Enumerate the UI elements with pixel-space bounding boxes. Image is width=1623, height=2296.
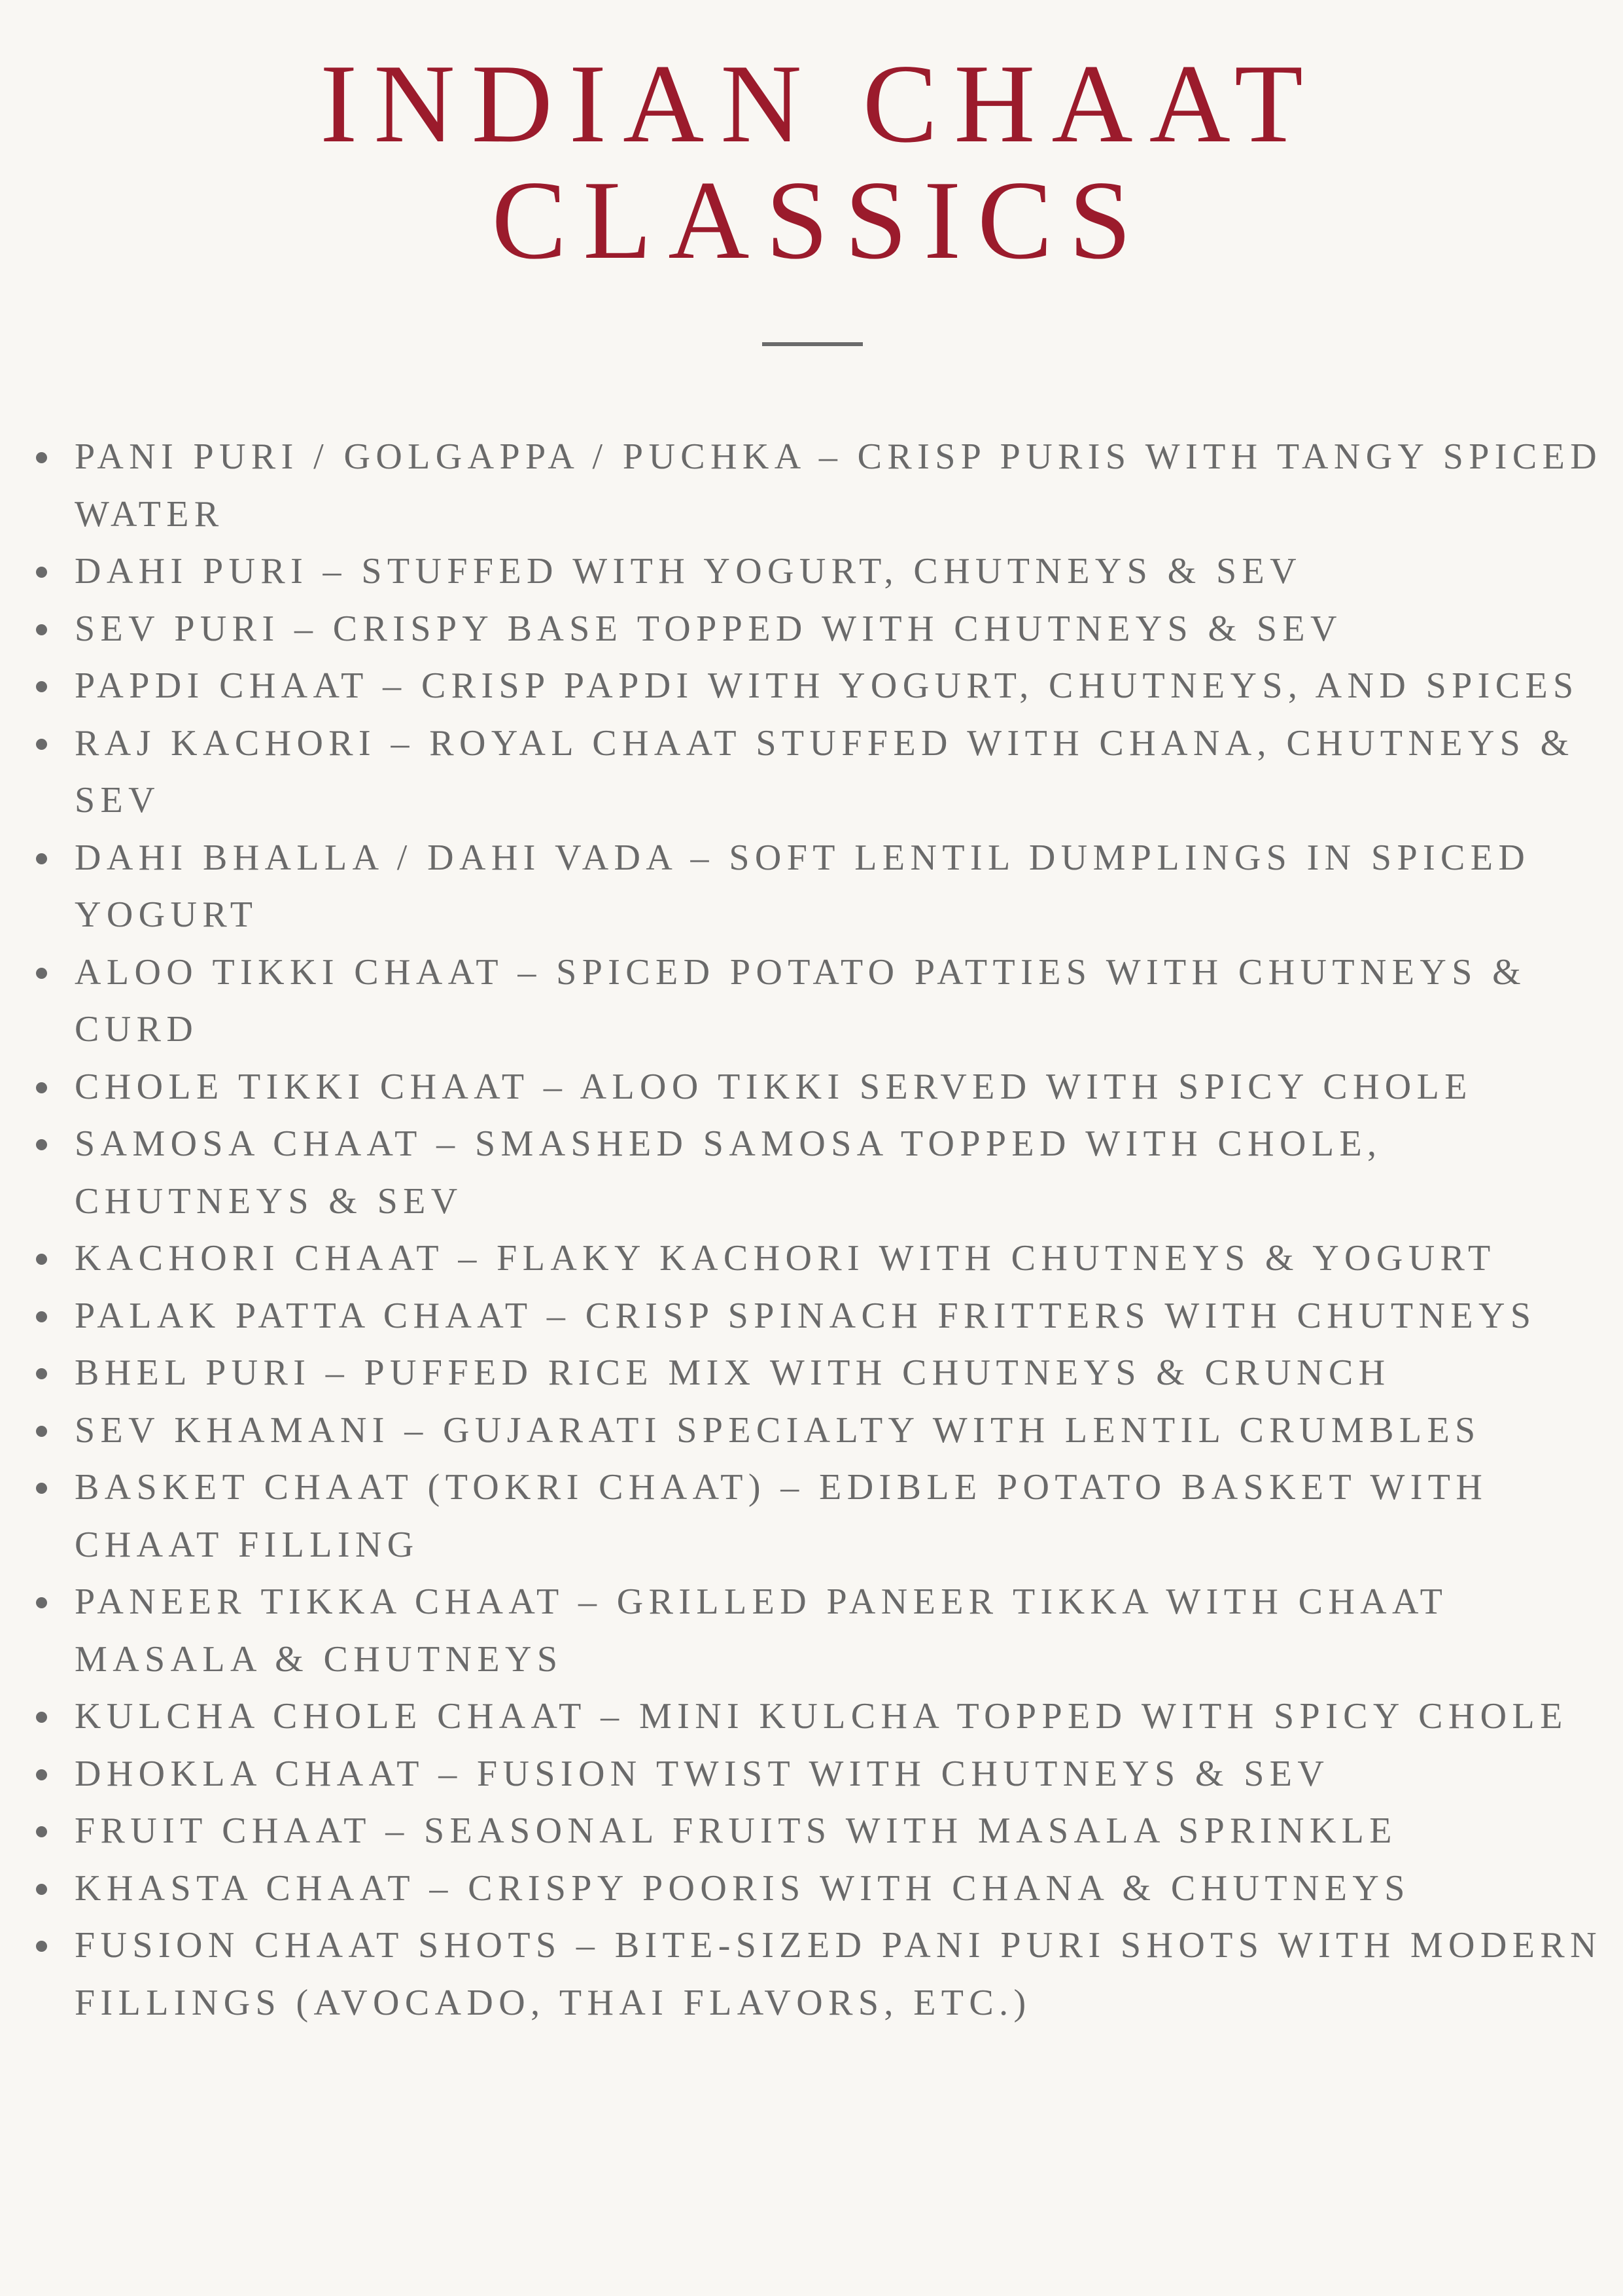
bullet-icon	[36, 739, 47, 750]
bullet-icon	[36, 1254, 47, 1265]
menu-item	[0, 1459, 1623, 1574]
menu-item	[0, 1688, 1623, 1746]
menu-item	[0, 1803, 1623, 1860]
menu-title	[0, 42, 1623, 283]
bullet-icon	[36, 1884, 47, 1895]
bullet-icon	[36, 1941, 47, 1952]
bullet-icon	[36, 1311, 47, 1322]
bullet-icon	[36, 1082, 47, 1093]
menu-item	[0, 715, 1623, 830]
menu-item	[0, 1345, 1623, 1402]
bullet-icon	[36, 624, 47, 635]
bullet-icon	[36, 968, 47, 979]
menu-item-text: FUSION CHAAT SHOTS – BITE-SIZED PANI PURI SHOTS WITH MODERN FILLINGS (AVOCADO, THAI FLAVORS, ETC.)	[75, 1925, 1602, 2023]
menu-item-text: PAPDI CHAAT – CRISP PAPDI WITH YOGURT, CHUTNEYS, AND SPICES	[75, 665, 1579, 706]
bullet-icon	[36, 567, 47, 578]
menu-item	[0, 944, 1623, 1059]
menu-item	[0, 543, 1623, 601]
menu-title-line-2: CLASSICS	[491, 158, 1148, 283]
menu-item-text: DHOKLA CHAAT – FUSION TWIST WITH CHUTNEYS & SEV	[75, 1753, 1330, 1794]
menu-item-text: PALAK PATTA CHAAT – CRISP SPINACH FRITTERS WITH CHUTNEYS	[75, 1295, 1537, 1336]
menu-item-text: PANEER TIKKA CHAAT – GRILLED PANEER TIKKA WITH CHAAT MASALA & CHUTNEYS	[75, 1581, 1448, 1680]
chaat-menu-list	[0, 429, 1623, 2032]
menu-item	[0, 1288, 1623, 1345]
menu-item-text: BASKET CHAAT (TOKRI CHAAT) – EDIBLE POTATO BASKET WITH CHAAT FILLING	[75, 1467, 1488, 1565]
menu-item-text: DAHI PURI – STUFFED WITH YOGURT, CHUTNEYS & SEV	[75, 551, 1302, 592]
menu-item-text: KULCHA CHOLE CHAAT – MINI KULCHA TOPPED WITH SPICY CHOLE	[75, 1696, 1568, 1737]
menu-item	[0, 601, 1623, 658]
menu-item-text: SEV PURI – CRISPY BASE TOPPED WITH CHUTNEYS & SEV	[75, 608, 1342, 649]
menu-item-text: SEV KHAMANI – GUJARATI SPECIALTY WITH LENTIL CRUMBLES	[75, 1409, 1481, 1451]
menu-item	[0, 1059, 1623, 1116]
bullet-icon	[36, 681, 47, 692]
bullet-icon	[36, 452, 47, 463]
bullet-icon	[36, 1769, 47, 1780]
menu-title-line-1: INDIAN CHAAT	[320, 42, 1319, 166]
menu-item	[0, 830, 1623, 944]
bullet-icon	[36, 1368, 47, 1379]
menu-item-text: SAMOSA CHAAT – SMASHED SAMOSA TOPPED WITH CHOLE, CHUTNEYS & SEV	[75, 1123, 1382, 1222]
bullet-icon	[36, 1139, 47, 1150]
menu-item-text: BHEL PURI – PUFFED RICE MIX WITH CHUTNEYS & CRUNCH	[75, 1352, 1391, 1393]
menu-item-text: KACHORI CHAAT – FLAKY KACHORI WITH CHUTNEYS & YOGURT	[75, 1238, 1496, 1279]
title-divider	[762, 342, 863, 346]
menu-item-text: CHOLE TIKKI CHAAT – ALOO TIKKI SERVED WITH SPICY CHOLE	[75, 1066, 1473, 1107]
bullet-icon	[36, 1483, 47, 1494]
menu-item-text: DAHI BHALLA / DAHI VADA – SOFT LENTIL DUMPLINGS IN SPICED YOGURT	[75, 837, 1531, 935]
bullet-icon	[36, 853, 47, 864]
menu-item-text: KHASTA CHAAT – CRISPY POORIS WITH CHANA & CHUTNEYS	[75, 1867, 1410, 1909]
menu-item	[0, 1746, 1623, 1803]
bullet-icon	[36, 1426, 47, 1437]
menu-item	[0, 1917, 1623, 2032]
bullet-icon	[36, 1826, 47, 1837]
menu-item	[0, 1116, 1623, 1230]
bullet-icon	[36, 1712, 47, 1723]
menu-item-text: PANI PURI / GOLGAPPA / PUCHKA – CRISP PURIS WITH TANGY SPICED WATER	[75, 436, 1603, 535]
menu-item	[0, 658, 1623, 715]
menu-item-text: ALOO TIKKI CHAAT – SPICED POTATO PATTIES WITH CHUTNEYS & CURD	[75, 951, 1527, 1050]
menu-item	[0, 1574, 1623, 1688]
menu-item	[0, 1230, 1623, 1288]
menu-item	[0, 429, 1623, 543]
menu-item	[0, 1860, 1623, 1918]
menu-item	[0, 1402, 1623, 1460]
menu-item-text: FRUIT CHAAT – SEASONAL FRUITS WITH MASALA SPRINKLE	[75, 1810, 1397, 1851]
bullet-icon	[36, 1597, 47, 1608]
menu-item-text: RAJ KACHORI – ROYAL CHAAT STUFFED WITH CHANA, CHUTNEYS & SEV	[75, 722, 1575, 821]
